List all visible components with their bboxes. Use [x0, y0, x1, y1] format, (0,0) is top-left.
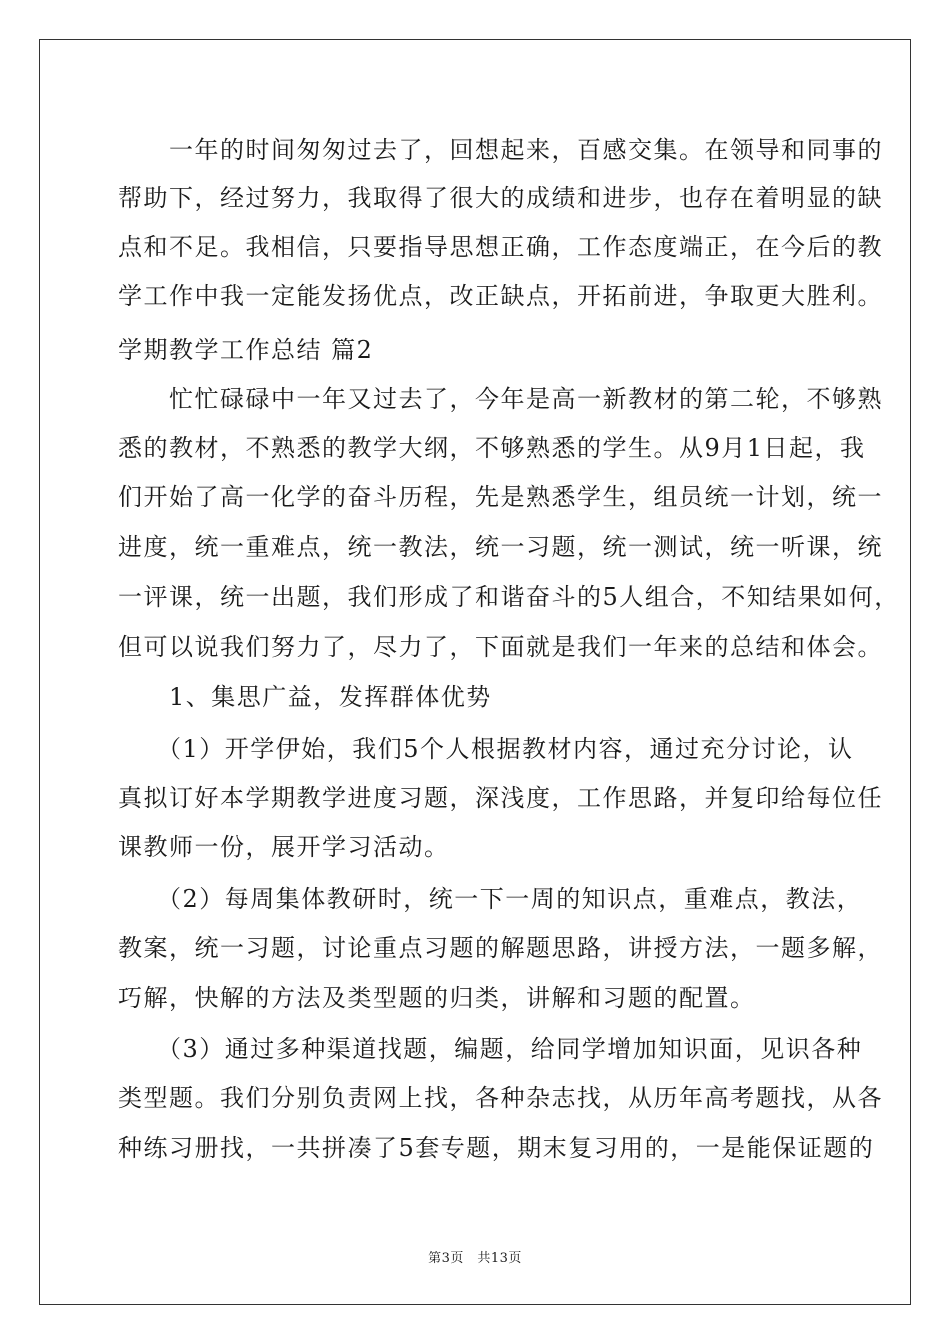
- text-line: 但可以说我们努力了，尽力了，下面就是我们一年来的总结和体会。: [118, 633, 883, 661]
- text-line: 一年的时间匆匆过去了，回想起来，百感交集。在领导和同事的: [118, 136, 883, 164]
- text-line: （3）通过多种渠道找题，编题，给同学增加知识面，见识各种: [118, 1035, 863, 1063]
- text-line: 教案，统一习题，讨论重点习题的解题思路，讲授方法，一题多解，: [118, 934, 883, 962]
- page-border: [39, 39, 911, 1305]
- section-heading: 学期教学工作总结 篇2: [118, 336, 374, 364]
- text-line: 类型题。我们分别负责网上找，各种杂志找，从历年高考题找，从各: [118, 1084, 883, 1112]
- text-line: 课教师一份，展开学习活动。: [118, 833, 450, 861]
- text-line: 一评课，统一出题，我们形成了和谐奋斗的5人组合，不知结果如何，: [118, 583, 900, 611]
- text-line: 点和不足。我相信，只要指导思想正确，工作态度端正，在今后的教: [118, 233, 883, 261]
- text-line: 真拟订好本学期教学进度习题，深浅度，工作思路，并复印给每位任: [118, 784, 883, 812]
- text-line: 1、集思广益，发挥群体优势: [118, 683, 492, 711]
- text-line: 悉的教材，不熟悉的教学大纲，不够熟悉的学生。从9月1日起，我: [118, 434, 866, 462]
- text-line: 帮助下，经过努力，我取得了很大的成绩和进步，也存在着明显的缺: [118, 184, 883, 212]
- text-line: 学工作中我一定能发扬优点，改正缺点，开拓前进，争取更大胜利。: [118, 282, 883, 310]
- text-line: 们开始了高一化学的奋斗历程，先是熟悉学生，组员统一计划，统一: [118, 483, 883, 511]
- text-line: 巧解，快解的方法及类型题的归类，讲解和习题的配置。: [118, 984, 756, 1012]
- text-line: （1）开学伊始，我们5个人根据教材内容，通过充分讨论，认: [118, 735, 854, 763]
- page-number-footer: 第3页 共13页: [428, 1251, 522, 1266]
- text-line: 忙忙碌碌中一年又过去了，今年是高一新教材的第二轮，不够熟: [118, 385, 883, 413]
- text-line: 进度，统一重难点，统一教法，统一习题，统一测试，统一听课，统: [118, 533, 883, 561]
- text-line: 种练习册找，一共拼凑了5套专题，期末复习用的，一是能保证题的: [118, 1134, 875, 1162]
- text-line: （2）每周集体教研时，统一下一周的知识点，重难点，教法，: [118, 885, 863, 913]
